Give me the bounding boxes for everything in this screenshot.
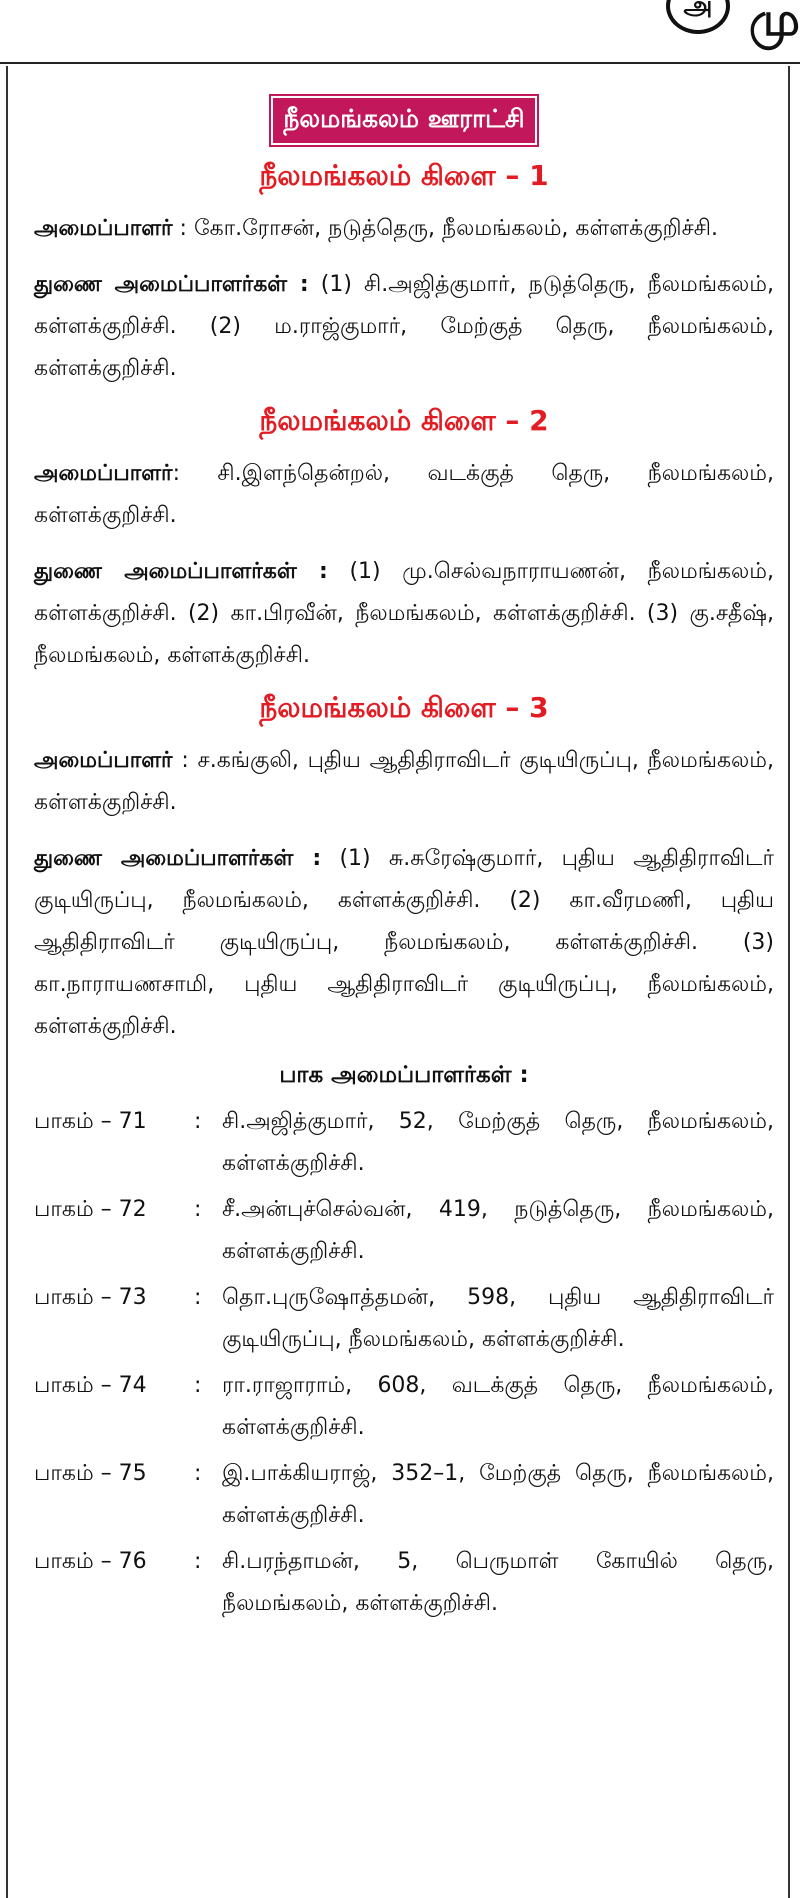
branch-title: நீலமங்கலம் கிளை – 3 xyxy=(259,691,549,724)
organizer-paragraph xyxy=(34,208,774,250)
deputy-label: துணை அமைப்பாளர்கள் : xyxy=(34,846,322,871)
part-row xyxy=(34,1277,774,1361)
part-row xyxy=(34,1365,774,1449)
part-colon: : xyxy=(194,1549,202,1574)
part-number: பாகம் – 73 xyxy=(34,1285,147,1310)
header-text-fragment: மு xyxy=(748,0,800,46)
part-row xyxy=(34,1541,774,1625)
part-colon: : xyxy=(194,1109,202,1134)
organizer-text: : ச.கங்குலி, புதிய ஆதிதிராவிடர் குடியிருப்பு, நீலமங்கலம், கள்ளக்குறிச்சி. xyxy=(34,748,774,815)
organizer-text: : சி.இளந்தென்றல், வடக்குத் தெரு, நீலமங்கலம், கள்ளக்குறிச்சி. xyxy=(34,461,774,528)
deputy-text: (1) மு.செல்வநாராயணன், நீலமங்கலம், கள்ளக்குறிச்சி. (2) கா.பிரவீன், நீலமங்கலம், கள்ளக்குறிச்சி. (3) கு.சதீஷ், நீலமங்கலம், கள்ளக்குறிச்சி. xyxy=(34,559,774,668)
part-details: ரா.ராஜாராம், 608, வடக்குத் தெரு, நீலமங்கலம், கள்ளக்குறிச்சி. xyxy=(222,1373,774,1440)
part-details: இ.பாக்கியராஜ், 352–1, மேற்குத் தெரு, நீலமங்கலம், கள்ளக்குறிச்சி. xyxy=(222,1461,774,1528)
part-row xyxy=(34,1189,774,1273)
article-content xyxy=(34,96,774,1629)
deputy-text: (1) சு.சுரேஷ்குமார், புதிய ஆதிதிராவிடர் குடியிருப்பு, நீலமங்கலம், கள்ளக்குறிச்சி. (2) கா.வீரமணி, புதிய ஆதிதிராவிடர் குடியிருப்பு, நீலமங்கலம், கள்ளக்குறிச்சி. (3) கா.நாராயணசாமி, புதிய ஆதிதிராவிடர் குடியிருப்பு, நீலமங்கலம், கள்ளக்குறிச்சி. xyxy=(34,846,775,1039)
part-details: சி.பரந்தாமன், 5, பெருமாள் கோயில் தெரு, நீலமங்கலம், கள்ளக்குறிச்சி. xyxy=(222,1549,774,1616)
part-colon: : xyxy=(194,1197,202,1222)
header-strip xyxy=(0,0,800,64)
organizer-text: : கோ.ரோசன், நடுத்தெரு, நீலமங்கலம், கள்ளக்குறிச்சி. xyxy=(172,216,718,241)
organizer-paragraph xyxy=(34,453,774,537)
organizer-label: அமைப்பாளர் xyxy=(34,748,173,773)
part-colon: : xyxy=(194,1285,202,1310)
part-number: பாகம் – 72 xyxy=(34,1197,147,1222)
party-logo: அ xyxy=(666,0,730,34)
part-colon: : xyxy=(194,1373,202,1398)
deputy-label: துணை அமைப்பாளர்கள் : xyxy=(34,559,328,584)
part-number: பாகம் – 71 xyxy=(34,1109,147,1134)
branch-title: நீலமங்கலம் கிளை – 2 xyxy=(259,404,549,437)
panchayat-badge: நீலமங்கலம் ஊராட்சி xyxy=(271,96,536,145)
part-organizers-heading: பாக அமைப்பாளர்கள் : xyxy=(279,1062,529,1088)
part-number: பாகம் – 76 xyxy=(34,1549,147,1574)
part-number: பாகம் – 75 xyxy=(34,1461,147,1486)
badge-row xyxy=(34,96,774,157)
part-number: பாகம் – 74 xyxy=(34,1373,147,1398)
part-row xyxy=(34,1453,774,1537)
part-details: சீ.அன்புச்செல்வன், 419, நடுத்தெரு, நீலமங்கலம், கள்ளக்குறிச்சி. xyxy=(222,1197,774,1264)
part-details: தொ.புருஷோத்தமன், 598, புதிய ஆதிதிராவிடர் குடியிருப்பு, நீலமங்கலம், கள்ளக்குறிச்சி. xyxy=(222,1285,774,1352)
article-panel xyxy=(6,66,790,1898)
deputy-text: (1) சி.அஜித்குமார், நடுத்தெரு, நீலமங்கலம், கள்ளக்குறிச்சி. (2) ம.ராஜ்குமார், மேற்குத் தெரு, நீலமங்கலம், கள்ளக்குறிச்சி. xyxy=(34,272,775,381)
deputy-paragraph xyxy=(34,838,774,1048)
organizer-paragraph xyxy=(34,740,774,824)
part-colon: : xyxy=(194,1461,202,1486)
branch-title: நீலமங்கலம் கிளை – 1 xyxy=(259,159,549,192)
organizer-label: அமைப்பாளர் xyxy=(34,461,173,486)
deputy-label: துணை அமைப்பாளர்கள் : xyxy=(34,272,309,297)
part-row xyxy=(34,1101,774,1185)
part-details: சி.அஜித்குமார், 52, மேற்குத் தெரு, நீலமங்கலம், கள்ளக்குறிச்சி. xyxy=(222,1109,774,1176)
deputy-paragraph xyxy=(34,264,774,390)
organizer-label: அமைப்பாளர் xyxy=(34,216,173,241)
deputy-paragraph xyxy=(34,551,774,677)
